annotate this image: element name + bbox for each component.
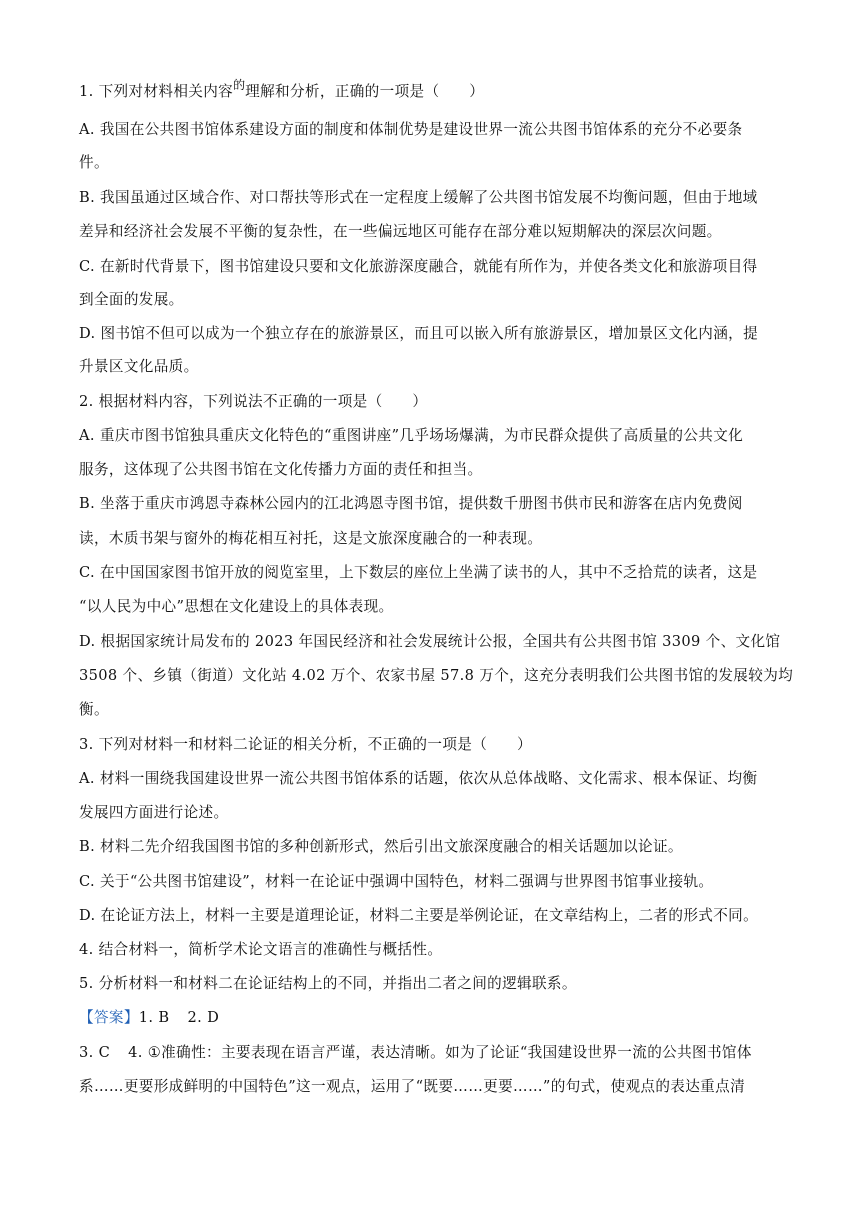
q2-option-d-line3: 衡。 [79, 701, 109, 718]
q3-option-d: D. 在论证方法上，材料一主要是道理论证，材料二主要是举例论证，在文章结构上，二者的形式不同。 [79, 907, 759, 924]
q2-option-b-line2: 读，木质书架与窗外的梅花相互衬托，这是文旅深度融合的一种表现。 [79, 530, 543, 547]
q1-stem-raised-char: 的 [233, 78, 246, 92]
q2-option-d-line2: 3508 个、乡镇（街道）文化站 4.02 万个、农家书屋 57.8 万个，这充分表明我们公共图书馆的发展较为均 [79, 667, 794, 684]
q2-option-a-line1: A. 重庆市图书馆独具重庆文化特色的“重图讲座”几乎场场爆满，为市民群众提供了高质量的公共文化 [79, 427, 744, 444]
q1-option-b-line2: 差异和经济社会发展不平衡的复杂性，在一些偏远地区可能存在部分难以短期解决的深层次问题。 [79, 223, 722, 240]
q5-stem: 5. 分析材料一和材料二在论证结构上的不同，并指出二者之间的逻辑联系。 [79, 975, 577, 992]
answer-2: 2. D [187, 1009, 220, 1026]
answer-1: 1. B [138, 1009, 170, 1026]
q4-stem: 4. 结合材料一，简析学术论文语言的准确性与概括性。 [79, 941, 443, 958]
q2-stem: 2. 根据材料内容，下列说法不正确的一项是（ ） [79, 393, 428, 410]
q3-option-a-line2: 发展四方面进行论述。 [79, 804, 229, 821]
q3-stem: 3. 下列对材料一和材料二论证的相关分析，不正确的一项是（ ） [79, 736, 532, 753]
q3-option-a-line1: A. 材料一围绕我国建设世界一流公共图书馆体系的话题，依次从总体战略、文化需求、根本保证、均衡 [79, 770, 758, 787]
answer-4-line2: 系……更要形成鲜明的中国特色”这一观点，运用了“既要……更要……”的句式，使观点的表达重点清 [79, 1078, 746, 1095]
q2-option-d-line1: D. 根据国家统计局发布的 2023 年国民经济和社会发展统计公报，全国共有公共图书馆 3309 个、文化馆 [79, 633, 781, 650]
q2-option-c-line1: C. 在中国国家图书馆开放的阅览室里，上下数层的座位上坐满了读书的人，其中不乏拾荒的读者，这是 [79, 564, 758, 581]
q1-stem-text-b: 理解和分析，正确的一项是（ ） [245, 83, 485, 100]
q1-option-c-line2: 到全面的发展。 [79, 291, 184, 308]
q1-option-a-line1: A. 我国在公共图书馆体系建设方面的制度和体制优势是建设世界一流公共图书馆体系的充分不必要条 [79, 121, 743, 138]
q1-stem-text-a: 1. 下列对材料相关内容 [79, 83, 234, 100]
q1-option-c-line1: C. 在新时代背景下，图书馆建设只要和文化旅游深度融合，就能有所作为，并使各类文化和旅游项目得 [79, 258, 758, 275]
answer-3: 3. C [79, 1044, 111, 1061]
q1-option-b-line1: B. 我国虽通过区域合作、对口帮扶等形式在一定程度上缓解了公共图书馆发展不均衡问题，但由于地域 [79, 189, 758, 206]
answer-line-2 [79, 1043, 799, 1063]
q3-option-c: C. 关于“公共图书馆建设”，材料一在论证中强调中国特色，材料二强调与世界图书馆事业接轨。 [79, 873, 714, 890]
q2-option-c-line2: “以人民为中心”思想在文化建设上的具体表现。 [79, 598, 394, 615]
q2-option-a-line2: 服务，这体现了公共图书馆在文化传播力方面的责任和担当。 [79, 461, 483, 478]
answer-4-line1: 4. ①准确性：主要表现在语言严谨，表达清晰。如为了论证“我国建设世界一流的公共图书馆体 [128, 1044, 752, 1061]
q1-option-d-line2: 升景区文化品质。 [79, 358, 199, 375]
answer-tag: 【答案】 [79, 1009, 139, 1026]
q1-stem [79, 78, 799, 102]
q1-option-a-line2: 件。 [79, 154, 109, 171]
q3-option-b: B. 材料二先介绍我国图书馆的多种创新形式，然后引出文旅深度融合的相关话题加以论证。 [79, 838, 683, 855]
q2-option-b-line1: B. 坐落于重庆市鸿恩寺森林公园内的江北鸿恩寺图书馆，提供数千册图书供市民和游客在店内免费阅 [79, 495, 743, 512]
answer-line-1 [79, 1008, 799, 1028]
q1-option-d-line1: D. 图书馆不但可以成为一个独立存在的旅游景区，而且可以嵌入所有旅游景区，增加景区文化内涵，提 [79, 325, 759, 342]
